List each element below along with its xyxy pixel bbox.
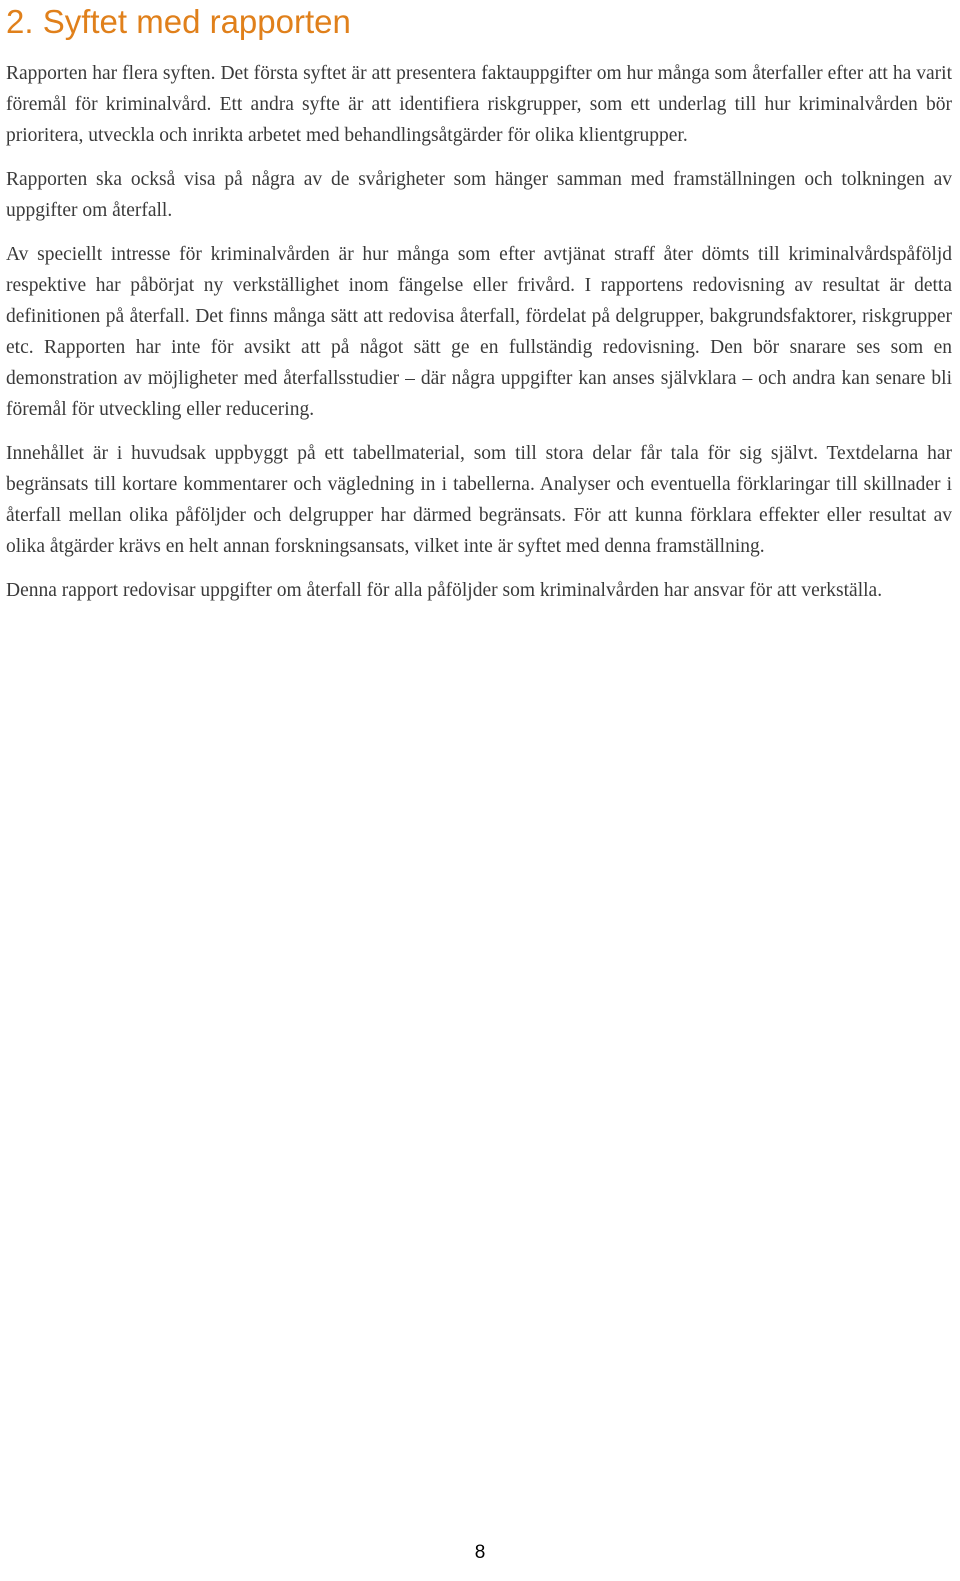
paragraph-scope: Denna rapport redovisar uppgifter om återfall för alla påföljder som kriminalvården har ansvar för att verkställa.: [6, 580, 883, 601]
paragraph-difficulties: Rapporten ska också visa på några av de svårigheter som hänger samman med framställningen och tolkningen av uppgifter om återfall.: [6, 169, 952, 221]
section-heading: 2. Syftet med rapporten: [6, 3, 351, 40]
body-text: [6, 58, 952, 619]
paragraph-definition: Av speciellt intresse för kriminalvården är hur många som efter avtjänat straff åter dömts till kriminalvårdspåföljd respektive har påbörjat ny verkställighet inom fängelse eller frivård. I rapportens redovisning av resultat är detta definitionen på återfall. Det finns många sätt att redovisa återfall, fördelat på delgrupper, bakgrundsfaktorer, riskgrupper etc. Rapporten har inte för avsikt att på något sätt ge en fullständig redovisning. Den bör snarare ses som en demonstration av möjligheter med återfallsstudier – där några uppgifter kan anses självklara – och andra kan senare bli föremål för utveckling eller reducering.: [6, 244, 952, 420]
page-number: 8: [474, 1542, 486, 1563]
paragraph-purposes: Rapporten har flera syften. Det första syftet är att presentera faktauppgifter om hur många som återfaller efter att ha varit föremål för kriminalvård. Ett andra syfte är att identifiera riskgrupper, som ett underlag till hur kriminalvården bör prioritera, utveckla och inrikta arbetet med behandlingsåtgärder för olika klientgrupper.: [6, 63, 952, 146]
paragraph-content: Innehållet är i huvudsak uppbyggt på ett tabellmaterial, som till stora delar får tala för sig självt. Textdelarna har begränsats till kortare kommentarer och vägledning in i tabellerna. Analyser och eventuella förklaringar till skillnader i återfall mellan olika påföljder och delgrupper har därmed begränsats. För att kunna förklara effekter eller resultat av olika åtgärder krävs en helt annan forskningsansats, vilket inte är syftet med denna framställning.: [6, 443, 952, 557]
